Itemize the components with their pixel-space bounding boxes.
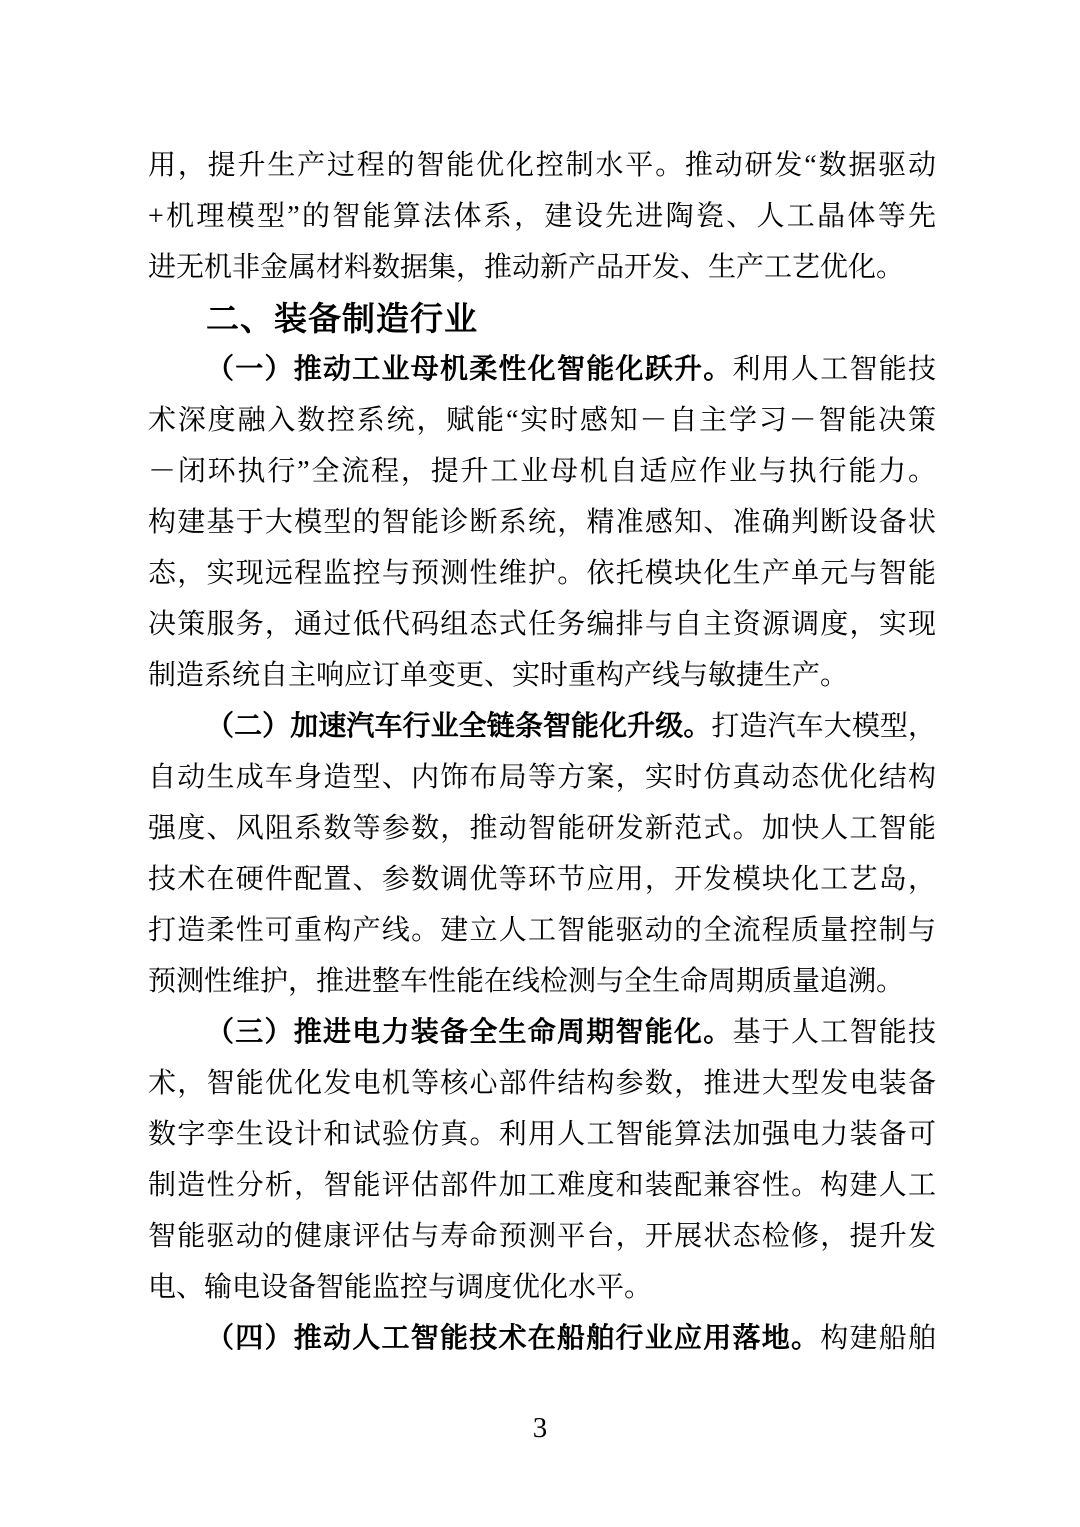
text-line [148,1058,936,1109]
paragraph-lead-text: （二）加速汽车行业全链条智能化升级。 [206,711,712,742]
body-text: 强度、风阻系数等参数，推动智能研发新范式。加快人工智能 [148,813,936,844]
document-body [148,140,936,1364]
text-line [148,1262,936,1313]
paragraph-lead-text: （一）推动工业母机柔性化智能化跃升。 [206,354,733,385]
text-line [148,191,936,242]
text-line [148,497,936,548]
text-line [148,1211,936,1262]
text-line [148,344,936,395]
body-text: 技术在硬件配置、参数调优等环节应用，开发模块化工艺岛， [148,864,936,895]
body-text: 智能驱动的健康评估与寿命预测平台，开展状态检修，提升发 [148,1221,936,1252]
text-line [148,803,936,854]
text-line [148,650,936,701]
section-heading [148,293,936,344]
paragraph-lead-text: （四）推动人工智能技术在船舶行业应用落地。 [206,1323,821,1354]
page-number: 3 [532,1412,548,1444]
body-text: 预测性维护，推进整车性能在线检测与全生命周期质量追溯。 [148,966,905,997]
body-text: －闭环执行”全流程，提升工业母机自适应作业与执行能力。 [148,456,936,487]
body-text: 基于人工智能技 [732,1017,936,1048]
heading-text: 二、装备制造行业 [206,300,478,337]
text-line [148,701,936,752]
body-text: 制造系统自主响应订单变更、实时重构产线与敏捷生产。 [148,660,849,691]
body-text: 数字孪生设计和试验仿真。利用人工智能算法加强电力装备可 [148,1119,936,1150]
text-line [148,854,936,905]
body-text: 利用人工智能技 [732,354,936,385]
body-text: 进无机非金属材料数据集，推动新产品开发、生产工艺优化。 [148,252,905,283]
text-line [148,1313,936,1364]
text-line [148,548,936,599]
body-text: 构建基于大模型的智能诊断系统，精准感知、准确判断设备状 [148,507,936,538]
body-text: 制造性分析，智能评估部件加工难度和装配兼容性。构建人工 [148,1170,936,1201]
text-line [148,752,936,803]
text-line [148,1007,936,1058]
text-line [148,599,936,650]
body-text: 术，智能优化发电机等核心部件结构参数，推进大型发电装备 [148,1068,936,1099]
body-text: 打造柔性可重构产线。建立人工智能驱动的全流程质量控制与 [148,915,936,946]
text-line [148,395,936,446]
text-line [148,446,936,497]
text-line [148,242,936,293]
text-line [148,956,936,1007]
body-text: 决策服务，通过低代码组态式任务编排与自主资源调度，实现 [148,609,936,640]
body-text: 打造汽车大模型， [711,711,936,742]
body-text: 态，实现远程监控与预测性维护。依托模块化生产单元与智能 [148,558,936,589]
text-line [148,1109,936,1160]
paragraph-lead-text: （三）推进电力装备全生命周期智能化。 [206,1017,733,1048]
text-line [148,1160,936,1211]
body-text: 自动生成车身造型、内饰布局等方案，实时仿真动态优化结构 [148,762,936,793]
body-text: 构建船舶 [820,1323,936,1354]
text-line [148,140,936,191]
body-text: 电、输电设备智能监控与调度优化水平。 [148,1272,653,1303]
text-line [148,905,936,956]
body-text: +机理模型”的智能算法体系，建设先进陶瓷、人工晶体等先 [148,201,936,232]
body-text: 用，提升生产过程的智能优化控制水平。推动研发“数据驱动 [148,150,936,181]
body-text: 术深度融入数控系统，赋能“实时感知－自主学习－智能决策 [148,405,936,436]
